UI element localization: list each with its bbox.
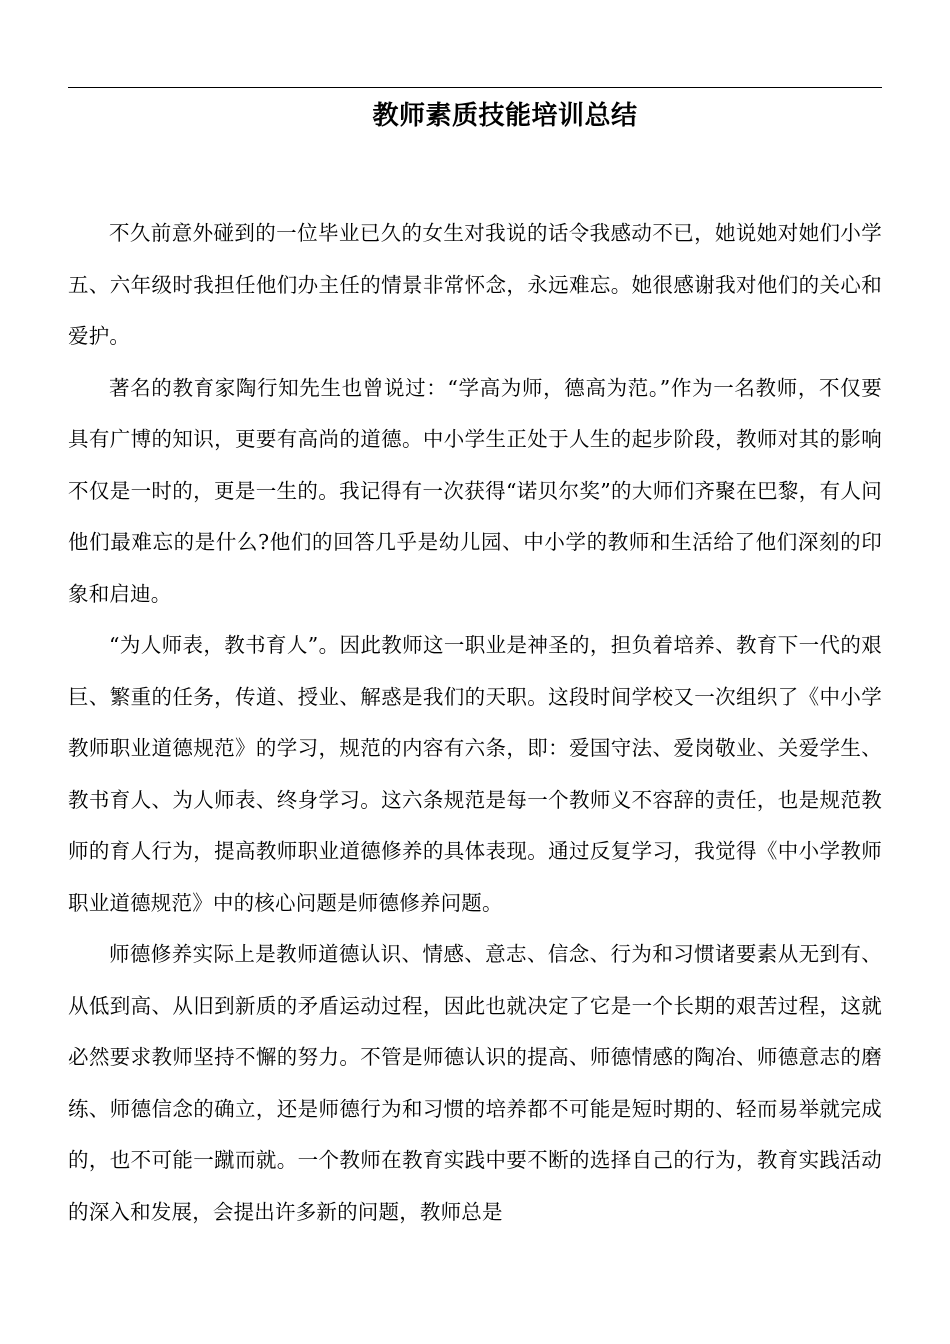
paragraph-4: 师德修养实际上是教师道德认识、情感、意志、信念、行为和习惯诸要素从无到有、从低到高、从旧到新质的矛盾运动过程，因此也就决定了它是一个长期的艰苦过程，这就必然要求教师坚持不懈的努力。不管是师德认识的提高、师德情感的陶冶、师德意志的磨练、师德信念的确立，还是师德行为和习惯的培养都不可能是短时期的、轻而易举就完成的，也不可能一蹴而就。一个教师在教育实践中要不断的选择自己的行为，教育实践活动的深入和发展，会提出许多新的问题，教师总是 [68, 942, 882, 1224]
document-body [68, 208, 882, 1238]
document-title: 教师素质技能培训总结 [372, 101, 638, 131]
paragraph-3: “为人师表，教书育人”。因此教师这一职业是神圣的，担负着培养、教育下一代的艰巨、繁重的任务，传道、授业、解惑是我们的天职。这段时间学校又一次组织了《中小学教师职业道德规范》的学习，规范的内容有六条，即：爱国守法、爱岗敬业、关爱学生、教书育人、为人师表、终身学习。这六条规范是每一个教师义不容辞的责任，也是规范教师的育人行为，提高教师职业道德修养的具体表现。通过反复学习，我觉得《中小学教师职业道德规范》中的核心问题是师德修养问题。 [68, 633, 882, 915]
header-rule [68, 87, 882, 88]
paragraph-2: 著名的教育家陶行知先生也曾说过：“学高为师，德高为范。”作为一名教师，不仅要具有广博的知识，更要有高尚的道德。中小学生正处于人生的起步阶段，教师对其的影响不仅是一时的，更是一生的。我记得有一次获得“诺贝尔奖”的大师们齐聚在巴黎，有人问他们最难忘的是什么?他们的回答几乎是幼儿园、中小学的教师和生活给了他们深刻的印象和启迪。 [68, 375, 882, 606]
paragraph-1: 不久前意外碰到的一位毕业已久的女生对我说的话令我感动不已，她说她对她们小学五、六年级时我担任他们办主任的情景非常怀念，永远难忘。她很感谢我对他们的关心和爱护。 [68, 221, 882, 348]
